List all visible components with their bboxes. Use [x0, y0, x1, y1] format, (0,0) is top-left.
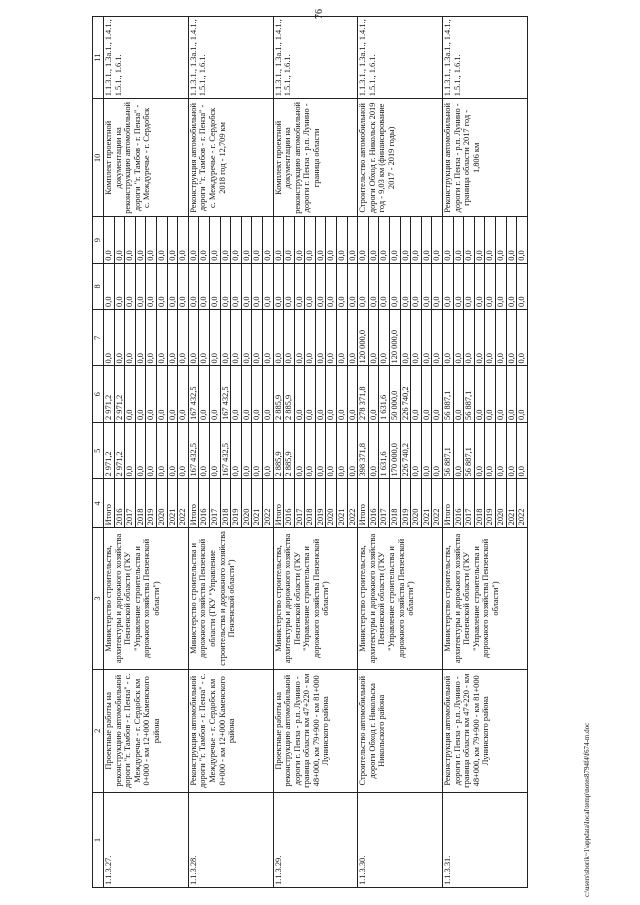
local-budget-cell: 0,0: [125, 263, 136, 309]
federal-budget-cell: 0,0: [241, 309, 252, 366]
regional-budget-cell: 0,0: [146, 366, 157, 423]
local-budget-cell: 0,0: [390, 263, 401, 309]
year-cell: 2019: [485, 479, 496, 528]
other-source-cell: 0,0: [305, 217, 316, 263]
table-row: [104, 17, 115, 888]
total-cell: 0,0: [252, 422, 263, 479]
local-budget-cell: 0,0: [495, 263, 506, 309]
year-cell: 2022: [262, 479, 273, 528]
federal-budget-cell: 0,0: [464, 309, 475, 366]
entry-executor: Министерство строительства, архитектуры и дорожного хозяйства Пензенской области (ГКУ "Управление строительства и дорожного хозяйства Пензенской области"): [358, 528, 443, 669]
year-cell: Итого: [188, 479, 199, 528]
other-source-cell: 0,0: [284, 217, 295, 263]
total-cell: 0,0: [347, 422, 358, 479]
column-number: 8: [93, 263, 104, 309]
federal-budget-cell: 0,0: [474, 309, 485, 366]
local-budget-cell: 0,0: [443, 263, 454, 309]
entry-executor: Министерство строительства и дорожного хозяйства Пензенской области (ГКУ "Управление строительства и дорожного хозяйства Пензенской области"): [188, 528, 273, 669]
total-cell: 0,0: [485, 422, 496, 479]
local-budget-cell: 0,0: [474, 263, 485, 309]
federal-budget-cell: 0,0: [305, 309, 316, 366]
year-cell: 2017: [464, 479, 475, 528]
federal-budget-cell: 0,0: [315, 309, 326, 366]
total-cell: 0,0: [368, 422, 379, 479]
federal-budget-cell: 120 000,0: [358, 309, 369, 366]
other-source-cell: 0,0: [432, 217, 443, 263]
regional-budget-cell: 0,0: [231, 366, 242, 423]
regional-budget-cell: 0,0: [485, 366, 496, 423]
column-number: 3: [93, 528, 104, 669]
total-cell: 0,0: [315, 422, 326, 479]
entry-id: 1.1.3.29.: [273, 792, 358, 887]
column-number: 5: [93, 422, 104, 479]
other-source-cell: 0,0: [474, 217, 485, 263]
federal-budget-cell: 0,0: [273, 309, 284, 366]
other-source-cell: 0,0: [443, 217, 454, 263]
federal-budget-cell: 0,0: [209, 309, 220, 366]
federal-budget-cell: 0,0: [517, 309, 528, 366]
regional-budget-cell: 0,0: [453, 366, 464, 423]
other-source-cell: 0,0: [390, 217, 401, 263]
year-cell: 2016: [284, 479, 295, 528]
local-budget-cell: 0,0: [347, 263, 358, 309]
other-source-cell: 0,0: [517, 217, 528, 263]
total-cell: 398 371,8: [358, 422, 369, 479]
other-source-cell: 0,0: [337, 217, 348, 263]
year-cell: 2020: [411, 479, 422, 528]
page-number: 76: [314, 9, 325, 19]
year-cell: 2021: [337, 479, 348, 528]
other-source-cell: 0,0: [146, 217, 157, 263]
federal-budget-cell: 0,0: [262, 309, 273, 366]
total-cell: 0,0: [326, 422, 337, 479]
other-source-cell: 0,0: [453, 217, 464, 263]
federal-budget-cell: 0,0: [411, 309, 422, 366]
local-budget-cell: 0,0: [146, 263, 157, 309]
regional-budget-cell: 0,0: [241, 366, 252, 423]
year-cell: 2018: [135, 479, 146, 528]
year-cell: 2020: [495, 479, 506, 528]
regional-budget-cell: 2 971,2: [104, 366, 115, 423]
local-budget-cell: 0,0: [379, 263, 390, 309]
local-budget-cell: 0,0: [517, 263, 528, 309]
year-cell: 2017: [294, 479, 305, 528]
entry-name: Реконструкция автомобильной дороги "г. Тамбов - г. Пенза" - с. Междуречье - г. Сердобск км 0+000 - км 12+000 Каменского района: [188, 669, 273, 792]
year-cell: 2018: [305, 479, 316, 528]
regional-budget-cell: 0,0: [305, 366, 316, 423]
year-cell: Итого: [443, 479, 454, 528]
other-source-cell: 0,0: [400, 217, 411, 263]
other-source-cell: 0,0: [241, 217, 252, 263]
total-cell: 0,0: [421, 422, 432, 479]
year-cell: 2016: [199, 479, 210, 528]
year-cell: 2017: [125, 479, 136, 528]
federal-budget-cell: 0,0: [199, 309, 210, 366]
regional-budget-cell: 0,0: [315, 366, 326, 423]
table-row: [273, 17, 284, 888]
total-cell: 0,0: [305, 422, 316, 479]
local-budget-cell: 0,0: [421, 263, 432, 309]
local-budget-cell: 0,0: [315, 263, 326, 309]
other-source-cell: 0,0: [273, 217, 284, 263]
year-cell: 2022: [347, 479, 358, 528]
federal-budget-cell: 0,0: [231, 309, 242, 366]
other-source-cell: 0,0: [125, 217, 136, 263]
regional-budget-cell: 0,0: [506, 366, 517, 423]
other-source-cell: 0,0: [220, 217, 231, 263]
federal-budget-cell: 0,0: [495, 309, 506, 366]
total-cell: 0,0: [135, 422, 146, 479]
regional-budget-cell: 0,0: [474, 366, 485, 423]
regional-budget-cell: 0,0: [368, 366, 379, 423]
other-source-cell: 0,0: [326, 217, 337, 263]
column-number: 11: [93, 17, 104, 99]
federal-budget-cell: 0,0: [135, 309, 146, 366]
column-number: 4: [93, 479, 104, 528]
year-cell: 2022: [432, 479, 443, 528]
regional-budget-cell: 0,0: [262, 366, 273, 423]
other-source-cell: 0,0: [464, 217, 475, 263]
total-cell: 167 432,5: [220, 422, 231, 479]
federal-budget-cell: 0,0: [443, 309, 454, 366]
year-cell: 2021: [252, 479, 263, 528]
local-budget-cell: 0,0: [220, 263, 231, 309]
indicator-codes: 1.1.3.1., 1.3а.1., 1.4.1., 1.5.1., 1.6.1.: [104, 17, 189, 99]
regional-budget-cell: 2 885,9: [273, 366, 284, 423]
entry-name: Проектные работы на реконструкцию автомобильной дороги г. Пенза - р.п. Лунино - граница области км 47+220 - км 48+000, км 79+900 - км 81+000 Лунинского района: [273, 669, 358, 792]
year-cell: 2018: [220, 479, 231, 528]
local-budget-cell: 0,0: [209, 263, 220, 309]
total-cell: 0,0: [495, 422, 506, 479]
expected-result: Реконструкция автомобильной дороги г. Пенза - р.п. Лунино - граница области 2017 год - 1,806 км: [443, 99, 528, 217]
local-budget-cell: 0,0: [241, 263, 252, 309]
total-cell: 0,0: [474, 422, 485, 479]
federal-budget-cell: 0,0: [368, 309, 379, 366]
local-budget-cell: 0,0: [135, 263, 146, 309]
other-source-cell: 0,0: [315, 217, 326, 263]
federal-budget-cell: 0,0: [400, 309, 411, 366]
entry-id: 1.1.3.31.: [443, 792, 528, 887]
local-budget-cell: 0,0: [199, 263, 210, 309]
entry-id: 1.1.3.27.: [104, 792, 189, 887]
indicator-codes: 1.1.3.1., 1.3а.1., 1.4.1., 1.5.1., 1.6.1.: [188, 17, 273, 99]
column-number: 7: [93, 309, 104, 366]
column-number-row: [93, 17, 104, 888]
federal-budget-cell: 0,0: [178, 309, 189, 366]
total-cell: 2 885,9: [273, 422, 284, 479]
regional-budget-cell: 0,0: [347, 366, 358, 423]
table-row: [188, 17, 199, 888]
other-source-cell: 0,0: [114, 217, 125, 263]
other-source-cell: 0,0: [485, 217, 496, 263]
total-cell: 0,0: [156, 422, 167, 479]
year-cell: 2019: [231, 479, 242, 528]
expected-result: Комплект проектной документации на реконструкцию автомобильной дороги г. Пенза - р.п. Лунино - граница области: [273, 99, 358, 217]
rotated-table-frame: [92, 16, 570, 888]
year-cell: 2016: [368, 479, 379, 528]
regional-budget-cell: 0,0: [432, 366, 443, 423]
federal-budget-cell: 0,0: [326, 309, 337, 366]
table-body: [104, 17, 528, 888]
regional-budget-cell: 167 432,5: [220, 366, 231, 423]
indicator-codes: 1.1.3.1., 1.3а.1., 1.4.1., 1.5.1., 1.6.1.: [273, 17, 358, 99]
other-source-cell: 0,0: [135, 217, 146, 263]
year-cell: 2021: [421, 479, 432, 528]
regional-budget-cell: 0,0: [125, 366, 136, 423]
local-budget-cell: 0,0: [337, 263, 348, 309]
local-budget-cell: 0,0: [368, 263, 379, 309]
local-budget-cell: 0,0: [453, 263, 464, 309]
entry-executor: Министерство строительства, архитектуры и дорожного хозяйства Пензенской области (ГКУ "Управление строительства и дорожного хозяйства Пензенской области"): [104, 528, 189, 669]
federal-budget-cell: 0,0: [220, 309, 231, 366]
regional-budget-cell: 0,0: [156, 366, 167, 423]
total-cell: 2 885,9: [284, 422, 295, 479]
local-budget-cell: 0,0: [273, 263, 284, 309]
federal-budget-cell: 0,0: [146, 309, 157, 366]
other-source-cell: 0,0: [506, 217, 517, 263]
total-cell: 0,0: [262, 422, 273, 479]
expected-result: Строительство автомобильной дороги Обход г. Никольск 2019 год - 9,03 км (финансирование 2017 - 2019 годы): [358, 99, 443, 217]
entry-name: Строительство автомобильной дороги Обход г. Никольска Никольского района: [358, 669, 443, 792]
regional-budget-cell: 0,0: [421, 366, 432, 423]
federal-budget-cell: 0,0: [104, 309, 115, 366]
local-budget-cell: 0,0: [262, 263, 273, 309]
local-budget-cell: 0,0: [464, 263, 475, 309]
year-cell: Итого: [358, 479, 369, 528]
other-source-cell: 0,0: [411, 217, 422, 263]
other-source-cell: 0,0: [358, 217, 369, 263]
local-budget-cell: 0,0: [294, 263, 305, 309]
regional-budget-cell: 2 885,9: [284, 366, 295, 423]
regional-budget-cell: 0,0: [337, 366, 348, 423]
entry-id: 1.1.3.28.: [188, 792, 273, 887]
year-cell: 2016: [114, 479, 125, 528]
local-budget-cell: 0,0: [485, 263, 496, 309]
federal-budget-cell: 0,0: [167, 309, 178, 366]
total-cell: 0,0: [167, 422, 178, 479]
entry-id: 1.1.3.30.: [358, 792, 443, 887]
federal-budget-cell: 0,0: [125, 309, 136, 366]
federal-budget-cell: 0,0: [379, 309, 390, 366]
local-budget-cell: 0,0: [411, 263, 422, 309]
local-budget-cell: 0,0: [156, 263, 167, 309]
federal-budget-cell: 0,0: [347, 309, 358, 366]
other-source-cell: 0,0: [156, 217, 167, 263]
year-cell: 2019: [315, 479, 326, 528]
other-source-cell: 0,0: [368, 217, 379, 263]
other-source-cell: 0,0: [104, 217, 115, 263]
year-cell: Итого: [104, 479, 115, 528]
year-cell: 2019: [400, 479, 411, 528]
total-cell: 226 740,2: [400, 422, 411, 479]
regional-budget-cell: 0,0: [517, 366, 528, 423]
entry-executor: Министерство строительства, архитектуры и дорожного хозяйства Пензенской области (ГКУ "Управление строительства и дорожного хозяйства Пензенской области"): [443, 528, 528, 669]
total-cell: 2 971,2: [104, 422, 115, 479]
federal-budget-cell: 120 000,0: [390, 309, 401, 366]
total-cell: 0,0: [517, 422, 528, 479]
year-cell: 2017: [209, 479, 220, 528]
federal-budget-cell: 0,0: [114, 309, 125, 366]
total-cell: 56 887,1: [464, 422, 475, 479]
column-number: 6: [93, 366, 104, 423]
column-number: 2: [93, 669, 104, 792]
year-cell: 2021: [167, 479, 178, 528]
regional-budget-cell: 1 631,6: [379, 366, 390, 423]
table-row: [443, 17, 454, 888]
federal-budget-cell: 0,0: [421, 309, 432, 366]
local-budget-cell: 0,0: [167, 263, 178, 309]
year-cell: 2020: [156, 479, 167, 528]
federal-budget-cell: 0,0: [252, 309, 263, 366]
footer: [580, 0, 640, 897]
federal-budget-cell: 0,0: [156, 309, 167, 366]
year-cell: Итого: [273, 479, 284, 528]
year-cell: 2019: [146, 479, 157, 528]
regional-budget-cell: 0,0: [178, 366, 189, 423]
table-row: [358, 17, 369, 888]
regional-budget-cell: 2 971,2: [114, 366, 125, 423]
rotated-table-container: [92, 16, 570, 888]
other-source-cell: 0,0: [252, 217, 263, 263]
year-cell: 2022: [517, 479, 528, 528]
year-cell: 2016: [453, 479, 464, 528]
local-budget-cell: 0,0: [114, 263, 125, 309]
other-source-cell: 0,0: [178, 217, 189, 263]
local-budget-cell: 0,0: [400, 263, 411, 309]
regional-budget-cell: 56 887,1: [464, 366, 475, 423]
regional-budget-cell: 0,0: [326, 366, 337, 423]
year-cell: 2022: [178, 479, 189, 528]
total-cell: 0,0: [241, 422, 252, 479]
total-cell: 0,0: [506, 422, 517, 479]
total-cell: 0,0: [453, 422, 464, 479]
year-cell: 2018: [390, 479, 401, 528]
federal-budget-cell: 0,0: [294, 309, 305, 366]
entry-name: Проектные работы на реконструкцию автомобильной дороги "г. Тамбов - г. Пенза" - с. Междуречье - г. Сердобск км 0+000 - км 12+000 Каменского района: [104, 669, 189, 792]
local-budget-cell: 0,0: [178, 263, 189, 309]
regional-budget-cell: 0,0: [294, 366, 305, 423]
total-cell: 0,0: [178, 422, 189, 479]
total-cell: 0,0: [209, 422, 220, 479]
local-budget-cell: 0,0: [506, 263, 517, 309]
federal-budget-cell: 0,0: [284, 309, 295, 366]
total-cell: 0,0: [432, 422, 443, 479]
regional-budget-cell: 167 432,5: [188, 366, 199, 423]
other-source-cell: 0,0: [347, 217, 358, 263]
other-source-cell: 0,0: [209, 217, 220, 263]
total-cell: 0,0: [411, 422, 422, 479]
year-cell: 2018: [474, 479, 485, 528]
total-cell: 170 000,0: [390, 422, 401, 479]
regional-budget-cell: 0,0: [495, 366, 506, 423]
total-cell: 0,0: [125, 422, 136, 479]
other-source-cell: 0,0: [379, 217, 390, 263]
expected-result: Комплект проектной документации на реконструкцию автомобильной дороги "г. Тамбов - г. Пенза" - с. Междуречье - г. Сердобск: [104, 99, 189, 217]
other-source-cell: 0,0: [294, 217, 305, 263]
regional-budget-cell: 56 887,1: [443, 366, 454, 423]
regional-budget-cell: 0,0: [411, 366, 422, 423]
federal-budget-cell: 0,0: [453, 309, 464, 366]
other-source-cell: 0,0: [421, 217, 432, 263]
total-cell: 0,0: [231, 422, 242, 479]
total-cell: 0,0: [337, 422, 348, 479]
year-cell: 2017: [379, 479, 390, 528]
total-cell: 56 887,1: [443, 422, 454, 479]
regional-budget-cell: 50 000,0: [390, 366, 401, 423]
other-source-cell: 0,0: [188, 217, 199, 263]
total-cell: 0,0: [146, 422, 157, 479]
regional-budget-cell: 0,0: [167, 366, 178, 423]
other-source-cell: 0,0: [199, 217, 210, 263]
regional-budget-cell: 278 371,8: [358, 366, 369, 423]
total-cell: 0,0: [294, 422, 305, 479]
local-budget-cell: 0,0: [188, 263, 199, 309]
entry-name: Реконструкция автомобильной дороги г. Пенза - р.п. Лунино - граница области км 47+220 - км 48+000, км 79+900 - км 81+000 Лунинского района: [443, 669, 528, 792]
indicator-codes: 1.1.3.1., 1.3а.1., 1.4.1., 1.5.1., 1.6.1.: [443, 17, 528, 99]
entry-executor: Министерство строительства, архитектуры и дорожного хозяйства Пензенской области (ГКУ "Управление строительства и дорожного хозяйства Пензенской области"): [273, 528, 358, 669]
federal-budget-cell: 0,0: [432, 309, 443, 366]
other-source-cell: 0,0: [262, 217, 273, 263]
column-number: 10: [93, 99, 104, 217]
regional-budget-cell: 0,0: [209, 366, 220, 423]
local-budget-cell: 0,0: [284, 263, 295, 309]
other-source-cell: 0,0: [167, 217, 178, 263]
expected-result: Реконструкция автомобильной дороги "г. Тамбов - г. Пенза" - с. Междуречье - г. Сердобск 2018 год - 12,709 км: [188, 99, 273, 217]
year-cell: 2020: [326, 479, 337, 528]
local-budget-cell: 0,0: [305, 263, 316, 309]
local-budget-cell: 0,0: [104, 263, 115, 309]
total-cell: 167 432,5: [188, 422, 199, 479]
column-number: 9: [93, 217, 104, 263]
column-number: 1: [93, 792, 104, 887]
total-cell: 2 971,2: [114, 422, 125, 479]
other-source-cell: 0,0: [231, 217, 242, 263]
total-cell: 0,0: [199, 422, 210, 479]
indicator-codes: 1.1.3.1., 1.3а.1., 1.4.1., 1.5.1., 1.6.1.: [358, 17, 443, 99]
year-cell: 2020: [241, 479, 252, 528]
federal-budget-cell: 0,0: [188, 309, 199, 366]
regional-budget-cell: 0,0: [199, 366, 210, 423]
footer-file-path: c:\users\sborik~1\appdata\local\temp\notes8794f4\f674-m.doc: [583, 722, 591, 897]
local-budget-cell: 0,0: [231, 263, 242, 309]
total-cell: 1 631,6: [379, 422, 390, 479]
local-budget-cell: 0,0: [252, 263, 263, 309]
federal-budget-cell: 0,0: [485, 309, 496, 366]
other-source-cell: 0,0: [495, 217, 506, 263]
regional-budget-cell: 0,0: [135, 366, 146, 423]
local-budget-cell: 0,0: [432, 263, 443, 309]
federal-budget-cell: 0,0: [337, 309, 348, 366]
program-table: [92, 16, 528, 888]
year-cell: 2021: [506, 479, 517, 528]
regional-budget-cell: 226 740,2: [400, 366, 411, 423]
local-budget-cell: 0,0: [326, 263, 337, 309]
federal-budget-cell: 0,0: [506, 309, 517, 366]
local-budget-cell: 0,0: [358, 263, 369, 309]
regional-budget-cell: 0,0: [252, 366, 263, 423]
